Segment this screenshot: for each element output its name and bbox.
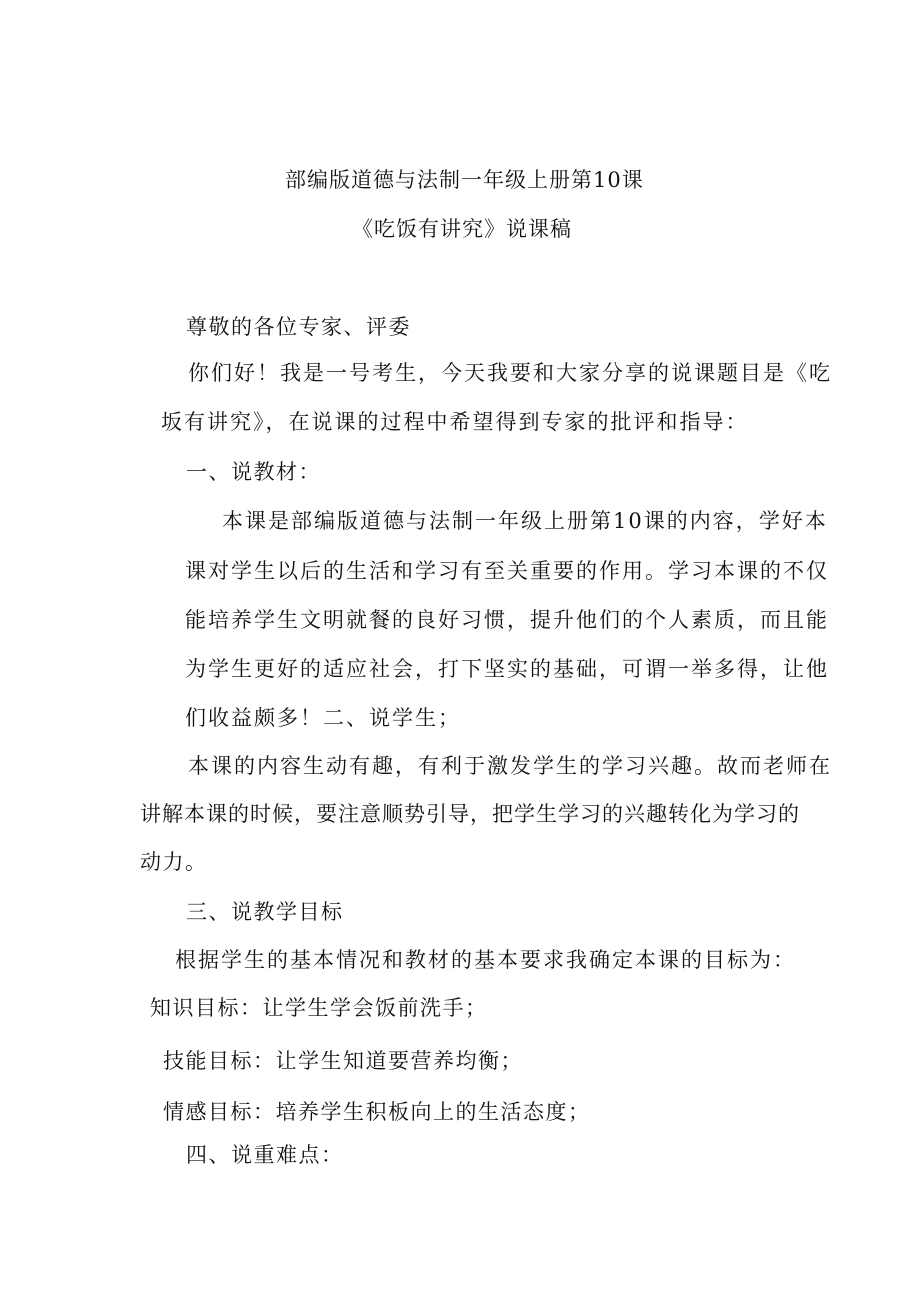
- materials-paragraph-line-5: 们收益颇多！二、说学生；: [185, 706, 461, 730]
- students-paragraph-line-1: 本课的内容生动有趣，有利于激发学生的学习兴趣。故而老师在: [188, 754, 832, 778]
- students-paragraph-line-2: 讲解本课的时候，要注意顺势引导，把学生学习的兴趣转化为学习的: [140, 802, 800, 826]
- section-heading-materials: 一、说教材：: [186, 460, 321, 484]
- section-heading-goals: 三、说教学目标: [186, 900, 344, 924]
- students-paragraph-line-3: 动力。: [140, 850, 208, 874]
- goal-knowledge: 知识目标：让学生学会饭前洗手；: [150, 996, 488, 1020]
- goals-intro: 根据学生的基本情况和教材的基本要求我确定本课的目标为：: [175, 948, 796, 972]
- materials-paragraph-line-3: 能培养学生文明就餐的良好习惯，提升他们的个人素质，而且能: [185, 608, 829, 632]
- materials-paragraph-line-2: 课对学生以后的生活和学习有至关重要的作用。学习本课的不仅: [185, 559, 829, 583]
- materials-paragraph-line-1: 本课是部编版道德与法制一年级上册第10课的内容，学好本: [222, 509, 828, 533]
- salutation: 尊敬的各位专家、评委: [186, 315, 411, 339]
- goal-emotion: 情感目标：培养学生积板向上的生活态度；: [163, 1100, 591, 1124]
- intro-line-2: 坂有讲究》，在说课的过程中希望得到专家的批评和指导：: [161, 410, 749, 434]
- page-title-line-2: 《吃饭有讲究》说课稿: [352, 217, 572, 241]
- section-heading-key-points: 四、说重难点：: [186, 1143, 344, 1167]
- materials-paragraph-line-4: 为学生更好的适应社会，打下坚实的基础，可谓一举多得，让他: [185, 657, 829, 681]
- intro-line-1: 你们好！我是一号考生，今天我要和大家分享的说课题目是《吃: [188, 361, 832, 385]
- page-title-line-1: 部编版道德与法制一年级上册第10课: [285, 168, 644, 192]
- goal-skill: 技能目标：让学生知道要营养均衡；: [163, 1049, 523, 1073]
